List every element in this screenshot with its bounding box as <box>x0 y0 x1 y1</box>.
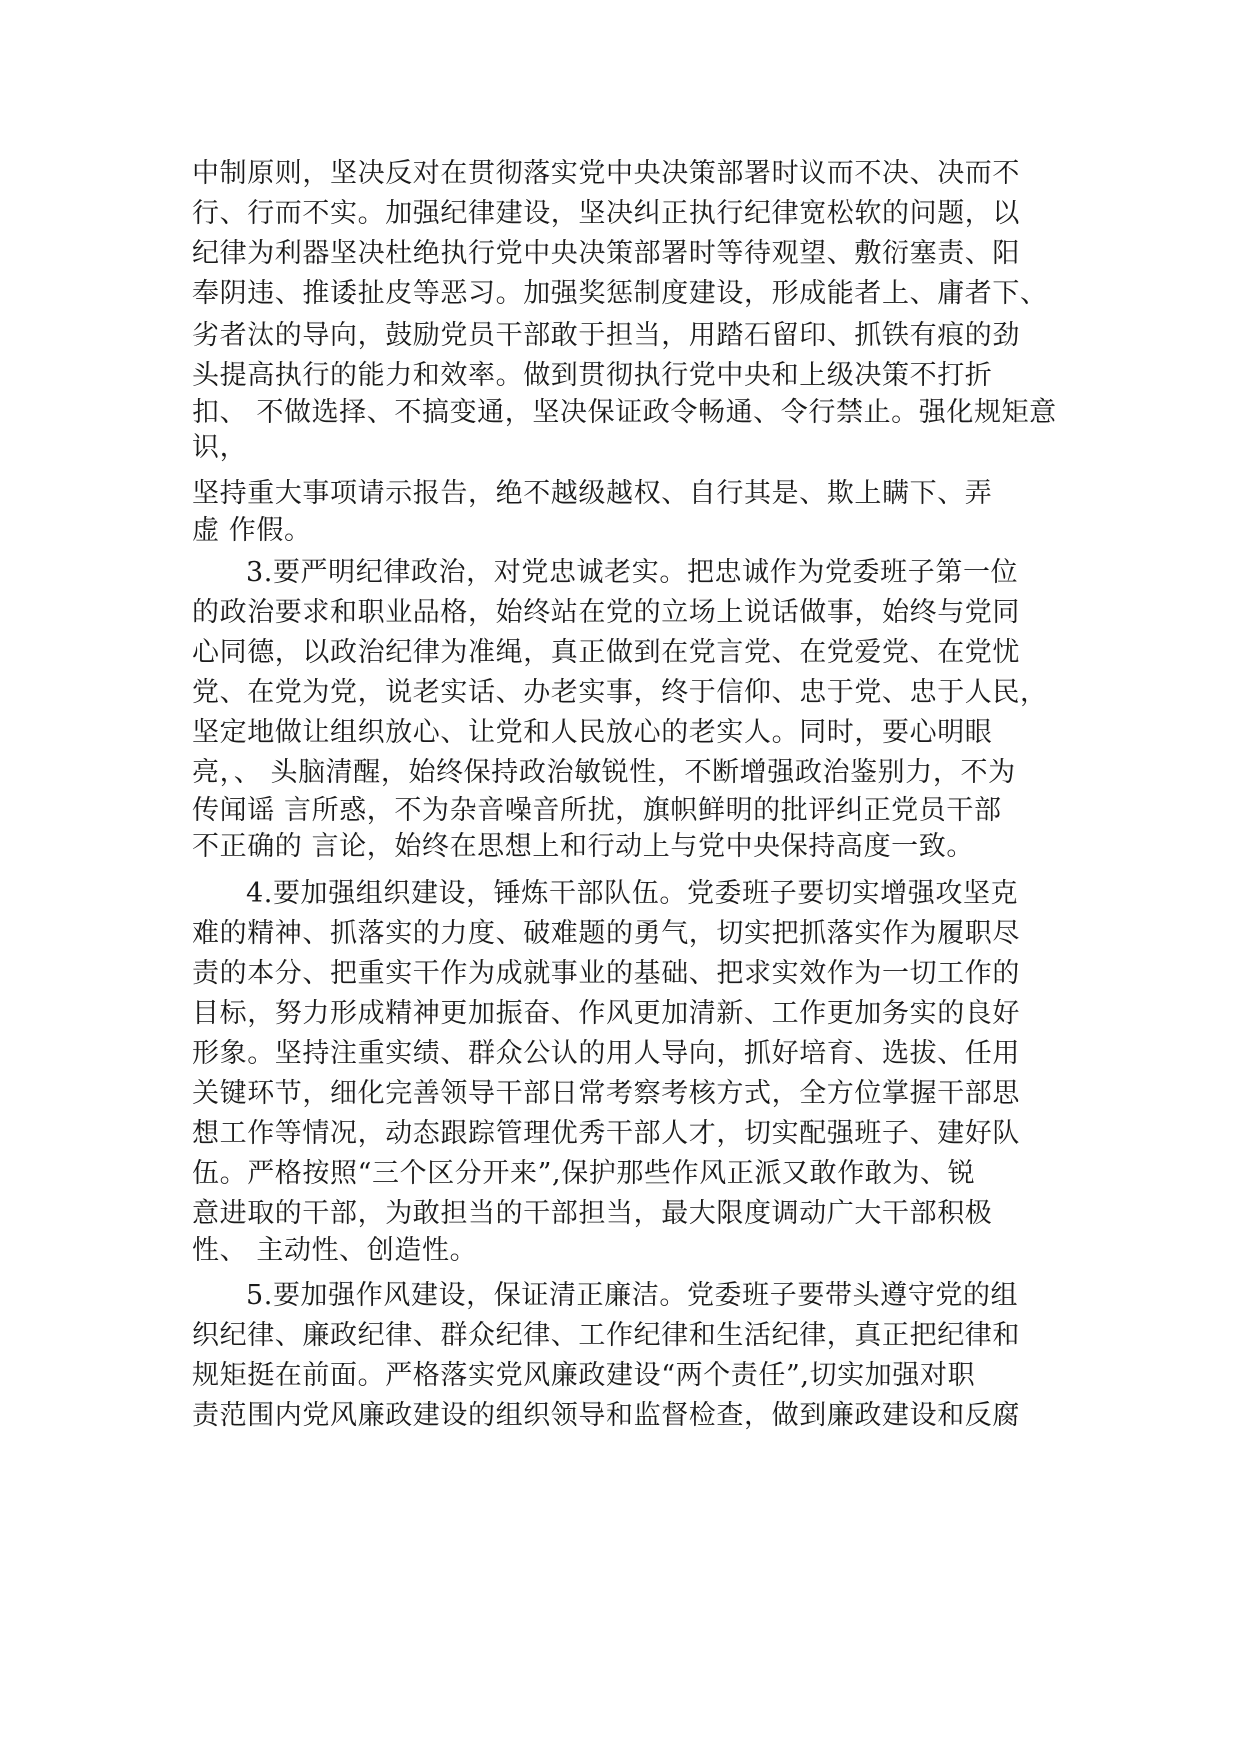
text-line: 想工作等情况，动态跟踪管理优秀干部人才，切实配强班子、建好队 <box>192 1118 1020 1149</box>
paragraph-5-first-line: 5.要加强作风建设，保证清正廉洁。党委班子要带头遵守党的组 <box>246 1280 1019 1311</box>
text-line: 责的本分、把重实干作为成就事业的基础、把求实效作为一切工作的 <box>192 958 1020 989</box>
paragraph-4-first-line: 4.要加强组织建设，锤炼干部队伍。党委班子要切实增强攻坚克 <box>246 878 1019 909</box>
text-line: 党、在党为党，说老实话、办老实事，终于信仰、忠于党、忠于人民， <box>192 677 1048 708</box>
text-line: 意进取的干部，为敢担当的干部担当，最大限度调动广大干部积极 <box>192 1198 993 1229</box>
text-line: 规矩挺在前面。严格落实党风廉政建设“两个责任”,切实加强对职 <box>192 1360 976 1391</box>
text-line: 目标，努力形成精神更加振奋、作风更加清新、工作更加务实的良好 <box>192 998 1020 1029</box>
text-line: 不正确的 言论，始终在思想上和行动上与党中央保持高度一致。 <box>192 831 974 862</box>
text-line: 关键环节，细化完善领导干部日常考察考核方式，全方位掌握干部思 <box>192 1078 1020 1109</box>
text-line: 坚持重大事项请示报告，绝不越级越权、自行其是、欺上瞒下、弄 <box>192 478 993 509</box>
text-line: 传闻谣 言所惑，不为杂音噪音所扰，旗帜鲜明的批评纠正党员干部 <box>192 795 1002 826</box>
paragraph-3-first-line: 3.要严明纪律政治，对党忠诚老实。把忠诚作为党委班子第一位 <box>246 557 1019 588</box>
text-line: 形象。坚持注重实绩、群众公认的用人导向，抓好培育、选拔、任用 <box>192 1038 1020 1069</box>
text-line: 劣者汰的导向，鼓励党员干部敢于担当，用踏石留印、抓铁有痕的劲 <box>192 320 1020 351</box>
text-line: 心同德，以政治纪律为准绳，真正做到在党言党、在党爱党、在党忧 <box>192 637 1020 668</box>
text-line: 头提高执行的能力和效率。做到贯彻执行党中央和上级决策不打折 <box>192 360 993 391</box>
text-line: 亮，、 头脑清醒，始终保持政治敏锐性，不断增强政治鉴别力，不为 <box>192 757 1016 788</box>
text-line: 奉阴违、推诿扯皮等恶习。加强奖惩制度建设，形成能者上、庸者下、 <box>192 278 1048 309</box>
text-line: 织纪律、廉政纪律、群众纪律、工作纪律和生活纪律，真正把纪律和 <box>192 1320 1020 1351</box>
text-line: 扣、 不做选择、不搞变通，坚决保证政令畅通、令行禁止。强化规矩意 <box>192 397 1057 428</box>
text-line: 识， <box>192 432 248 463</box>
text-line: 伍。严格按照“三个区分开来”,保护那些作风正派又敢作敢为、锐 <box>192 1158 976 1189</box>
text-line: 责范围内党风廉政建设的组织领导和监督检查，做到廉政建设和反腐 <box>192 1400 1020 1431</box>
text-line: 坚定地做让组织放心、让党和人民放心的老实人。同时，要心明眼 <box>192 717 993 748</box>
text-line: 中制原则，坚决反对在贯彻落实党中央决策部署时议而不决、决而不 <box>192 158 1020 189</box>
text-line: 性、 主动性、创造性。 <box>192 1235 478 1266</box>
text-line: 难的精神、抓落实的力度、破难题的勇气，切实把抓落实作为履职尽 <box>192 918 1020 949</box>
text-line: 行、行而不实。加强纪律建设，坚决纠正执行纪律宽松软的问题，以 <box>192 198 1020 229</box>
text-line: 虚 作假。 <box>192 515 312 546</box>
text-line: 的政治要求和职业品格，始终站在党的立场上说话做事，始终与党同 <box>192 597 1020 628</box>
text-line: 纪律为利器坚决杜绝执行党中央决策部署时等待观望、敷衍塞责、阳 <box>192 238 1020 269</box>
